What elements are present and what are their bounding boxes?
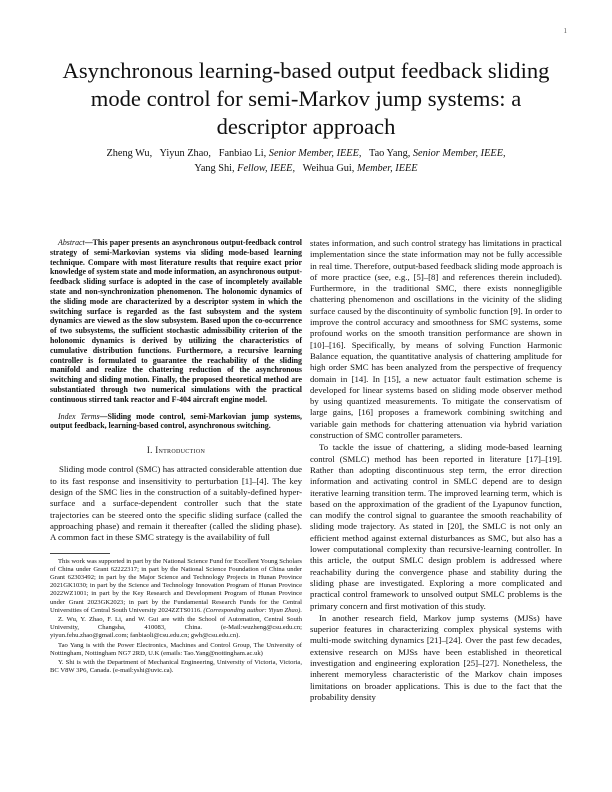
author-name: Weihua Gui, bbox=[302, 163, 355, 174]
paper-title: Asynchronous learning-based output feedback sliding mode control for semi-Markov jump systems: a descriptor approach bbox=[62, 58, 550, 139]
abstract-label: Abstract bbox=[58, 238, 85, 247]
left-column bbox=[50, 238, 302, 676]
author-name: Tao Yang, bbox=[369, 148, 411, 159]
author-role: Senior Member, IEEE, bbox=[412, 148, 506, 159]
footnote-divider bbox=[50, 553, 110, 554]
author-role: Fellow, IEEE, bbox=[237, 163, 296, 174]
author-role: Senior Member, IEEE, bbox=[268, 148, 362, 159]
author-name: Yiyun Zhao, bbox=[159, 148, 211, 159]
footnote-funding bbox=[50, 558, 302, 615]
author-role: Member, IEEE bbox=[356, 163, 418, 174]
author-name: Zheng Wu, bbox=[106, 148, 153, 159]
author-name: Yang Shi, bbox=[194, 163, 235, 174]
corresponding-author-note: (Corresponding author: Yiyun Zhao). bbox=[203, 606, 302, 614]
author-block bbox=[60, 146, 552, 176]
author-name: Fanbiao Li, bbox=[218, 148, 267, 159]
body-paragraph: To tackle the issue of chattering, a sliding mode-based learning control (SMLC) method has been reported in literature [17]–[19]. Rather than adopting discontinuous step term, the error direction information and activating control in SMLC depend are to design iterative learning transition term. The improved learning term, which is based on the approximation of the gradient of the Lyapunov function, can modify the control signal to guarantee the smooth reachability of sliding mode trajectory. As stated in [20], the SMLC is not only an efficient method against external disturbances as SMC, but also has a lower computational complexity than recursive-learning controller. In this article, the output SMLC design problem is addressed where reachability during the convergence phase and stability during the sliding phase are investigated. Exploring a more complicated and practical control framework to unsolved output SMLC problems is the primary concern and first motivation of this study. bbox=[310, 442, 562, 611]
index-terms-text: —Sliding mode control, semi-Markovian jump systems, output feedback, learning-based control, asynchronous switching. bbox=[50, 411, 302, 431]
index-terms-label: Index Terms bbox=[58, 411, 100, 421]
index-terms bbox=[50, 412, 302, 432]
footnote-funding-text: This work was supported in part by the National Science Fund for Excellent Young Scholars of China under Grant 62222317; in part by the National Science Foundation of China under Grant 62303492; in part by the Major Science and Technology Projects in Hunan Province 2021GK1030; in part by the Science and Technology Innovation Program of Hunan Province 2022WZ1001; in part by the Key Research and Development Program of Hunan Province under Grant 2023GK2023; in part by the Fundamental Research Funds for the Central Universities of Central South University 2024ZZTS0116. bbox=[50, 557, 302, 614]
body-paragraph: states information, and such control strategy has limitations in practical implementation since the state information may not be fully accessible in real time. Therefore, output-based feedback sliding mode approach is of more practice (see, e.g., [5]–[8] and references therein included). Furthermore, in the traditional SMC, there exists nonnegligible chattering phenomenon and oscillations in the vicinity of the sliding surface caused by the discontinuity of symbolic function [9]. In order to improve the control accuracy and smoothness for SMC systems, some profound works on the smooth transition performance are shown in [10]–[16]. Specifically, by means of solving Function Harmonic Balance equation, the quantitative analysis of chattering amplitude for high order SMC has been analyzed from the perspective of frequency domain in [14]. In [15], a new actuator fault estimation scheme is developed for linear systems based on sliding mode observer method by using quantized measurements. To mitigate the conservatism of large gains, [16] proposes a framework combining switching and variable gain methods for chattering attenuation via hybrid variation construction of SMC controller parameters. bbox=[310, 238, 562, 441]
footnote-affiliation-nottingham: Tao Yang is with the Power Electronics, Machines and Control Group, The University of Nottingham, Nottingham NG7 2RD, U.K (emails: Tao.Yang@nottingham.ac.uk) bbox=[50, 641, 302, 657]
author-line-1 bbox=[60, 146, 552, 161]
intro-paragraph: Sliding mode control (SMC) has attracted considerable attention due to its fast response and insensitivity to perturbation [1]–[4]. The key design of the SMC lies in the construction of a suitably-defined hyper-surface and a surface-dependent controller such that the state trajectories can be steered onto the specific sliding surface (called the approaching phase) and remain it thereafter (called the sliding phase). A common fact in these SMC strategy is the availability of full bbox=[50, 464, 302, 543]
body-paragraph: In another research field, Markov jump systems (MJSs) have superior features in characterizing complex physical systems with multi-mode switching dynamics [21]–[24]. Over the past few decades, extensive research on MJSs have been established in theoretical investigation and engineering exploration [25]–[27]. Nonetheless, the inherent memoryless characteristic of the Markov chain imposes limitations on broader applications. This is due to the fact that the probability density bbox=[310, 612, 562, 702]
footnote-affiliation-csu: Z. Wu, Y. Zhao, F. Li, and W. Gui are with the School of Automation, Central South University, Changsha, 410083, China. (e-Mail:wuzheng@csu.edu.cn; yiyun.fehu.zhao@gmail.com; fanbiaoli@csu.edu.cn; gwh@csu.edu.cn). bbox=[50, 615, 302, 640]
section-heading-introduction: I. Introduction bbox=[146, 445, 206, 456]
abstract bbox=[50, 238, 302, 405]
abstract-text: —This paper presents an asynchronous output-feedback control strategy of semi-Markovian systems via sliding mode-based learning technique. Compare with most literature results that require exact prior knowledge of system state and mode information, an asynchronous output-feedback sliding surface is adopted in the case of incompletely available state and non-synchronization phenomenon. The holonomic dynamics of the sliding mode are characterized by a descriptor system in which the switching surface is regarded as the fast subsystem and the system dynamics are viewed as the slow subsystem. Based upon the co-occurrence of two subsystems, the sufficient stochastic admissibility criterion of the holonomic dynamics is derived by utilizing the characteristics of cumulative distribution functions. Furthermore, a recursive learning controller is formulated to guarantee the reachability of the sliding manifold and realize the chattering reduction of the asynchronous switching and sliding motion. Finally, the proposed theoretical method are substantiated through two numerical simulations with the practical continuous stirred tank reactor and F-404 aircraft engine model. bbox=[50, 238, 302, 404]
right-column bbox=[310, 238, 562, 703]
author-line-2 bbox=[60, 161, 552, 176]
footnote-affiliation-victoria: Y. Shi is with the Department of Mechanical Engineering, University of Victoria, Victoria, BC V8W 3P6, Canada. (e-mail:yshi@uvic.ca). bbox=[50, 658, 302, 675]
page-number: 1 bbox=[563, 27, 567, 35]
